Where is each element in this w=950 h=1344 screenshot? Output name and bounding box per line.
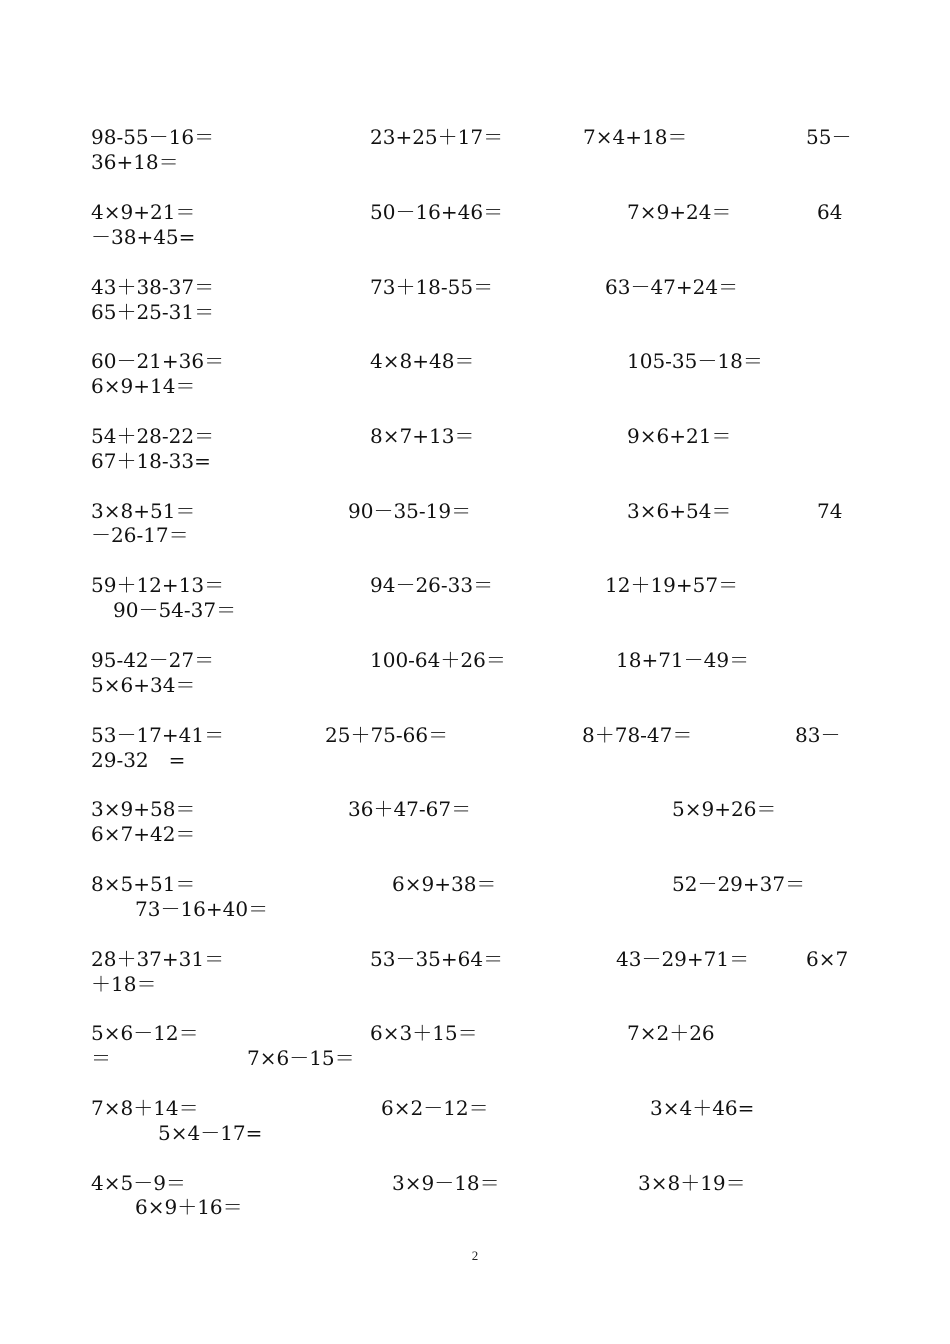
problem: 5×4－17= (158, 1121, 263, 1145)
problem: 4×5－9＝ (91, 1171, 186, 1195)
problem: 7×4+18＝ (583, 125, 688, 149)
problem: 7×6－15＝ (247, 1046, 355, 1070)
problem: 90－35-19＝ (348, 499, 472, 523)
problem: 4×9+21＝ (91, 200, 196, 224)
problem: 90－54-37＝ (113, 598, 237, 622)
problem: 5×6+34＝ (91, 673, 196, 697)
problem: 53－17+41＝ (91, 723, 225, 747)
problem: 7×8＋14＝ (91, 1096, 199, 1120)
problem: 100-64＋26＝ (370, 648, 506, 672)
problem: ＋18＝ (91, 972, 157, 996)
problem: 52－29+37＝ (672, 872, 806, 896)
problem: 6×9＋16＝ (135, 1195, 243, 1219)
problem: 6×2－12＝ (381, 1096, 489, 1120)
problem: 6×3＋15＝ (370, 1021, 478, 1045)
problem: 36+18＝ (91, 150, 179, 174)
problem: 3×6+54＝ (627, 499, 732, 523)
problem: 43－29+71＝ (616, 947, 750, 971)
problem: 6×7 (806, 947, 849, 971)
problem: 73＋18-55＝ (370, 275, 494, 299)
problem: 64 (817, 200, 843, 224)
problem: 53－35+64＝ (370, 947, 504, 971)
problem: 94－26-33＝ (370, 573, 494, 597)
problem: 4×8+48＝ (370, 349, 475, 373)
problem: 60－21+36＝ (91, 349, 225, 373)
problem: 3×9－18＝ (392, 1171, 500, 1195)
problem: 18+71－49＝ (616, 648, 750, 672)
problem: 3×8＋19＝ (638, 1171, 746, 1195)
problem: 63－47+24＝ (605, 275, 739, 299)
problem: 6×7+42＝ (91, 822, 196, 846)
problem: 54＋28-22＝ (91, 424, 215, 448)
page-number: 2 (471, 1248, 479, 1263)
problem: 8×5+51＝ (91, 872, 196, 896)
problem: 25＋75-66＝ (325, 723, 449, 747)
problem: 105-35－18＝ (627, 349, 763, 373)
problem: 23+25＋17＝ (370, 125, 504, 149)
problem: 59＋12+13＝ (91, 573, 225, 597)
problem: 55－ (806, 125, 852, 149)
problem: 8×7+13＝ (370, 424, 475, 448)
problem: 73－16+40＝ (135, 897, 269, 921)
problem: 5×9+26＝ (672, 797, 777, 821)
problem: 98-55－16＝ (91, 125, 215, 149)
problem: 6×9+38＝ (392, 872, 497, 896)
problem: 7×9+24＝ (627, 200, 732, 224)
problem: 9×6+21＝ (627, 424, 732, 448)
problem: 95-42－27＝ (91, 648, 215, 672)
problem: 6×9+14＝ (91, 374, 196, 398)
problem: 50－16+46＝ (370, 200, 504, 224)
problem: 5×6－12＝ (91, 1021, 199, 1045)
problem: 12＋19+57＝ (605, 573, 739, 597)
problem: 3×8+51＝ (91, 499, 196, 523)
problem: －26-17＝ (91, 523, 189, 547)
problem: 7×2＋26 (627, 1021, 715, 1045)
problem: －38+45= (91, 225, 196, 249)
problem: 36＋47-67＝ (348, 797, 472, 821)
problem: ＝ (91, 1046, 111, 1070)
problem: 65＋25-31＝ (91, 300, 215, 324)
problem: 29-32 = (91, 748, 186, 772)
problem: 67＋18-33= (91, 449, 211, 473)
problem: 3×9+58＝ (91, 797, 196, 821)
problem: 74 (817, 499, 843, 523)
problem: 43＋38-37＝ (91, 275, 215, 299)
problem: 83－ (795, 723, 841, 747)
problem: 28＋37+31＝ (91, 947, 225, 971)
problem: 3×4＋46= (650, 1096, 755, 1120)
problem: 8＋78-47＝ (582, 723, 693, 747)
